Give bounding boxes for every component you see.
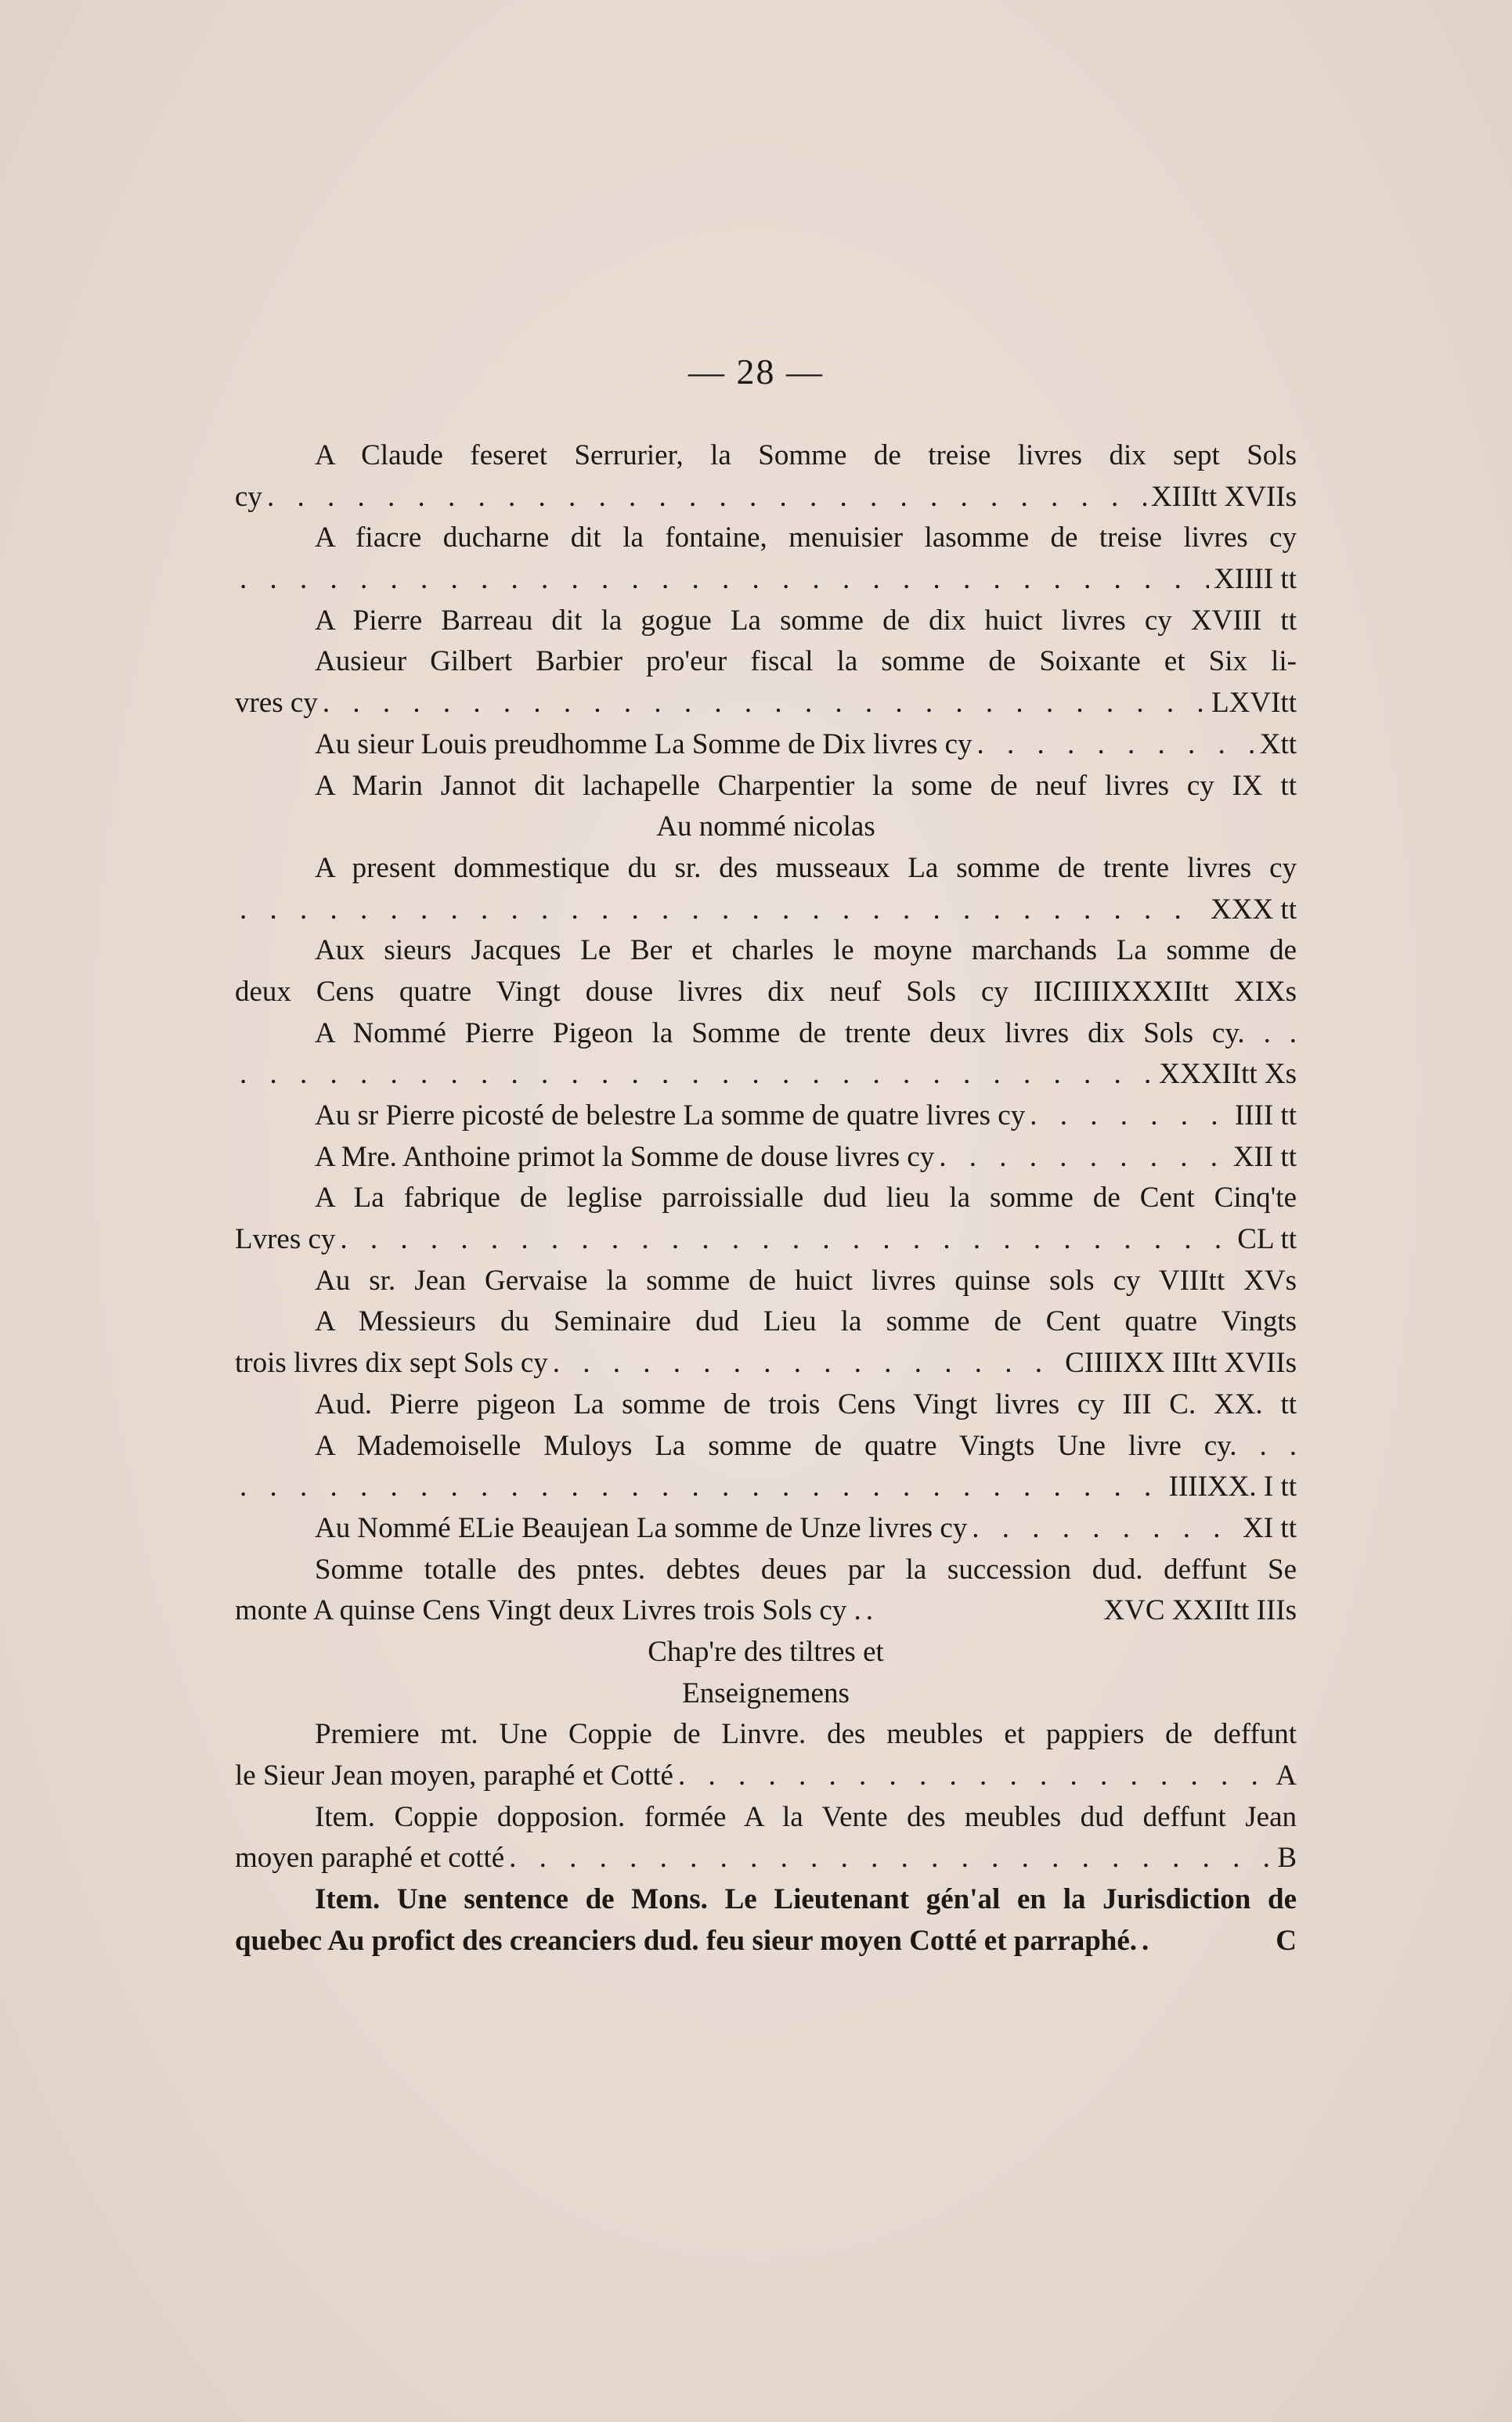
line-amount: XXXIItt Xs xyxy=(1159,1058,1297,1091)
line-text: A Mademoiselle Muloys La somme de quatre Vingts Une livre cy. . . xyxy=(315,1429,1297,1462)
line-text: Chap're des tiltres et xyxy=(648,1635,884,1668)
page-number: — 28 — xyxy=(688,352,824,392)
dot-leader xyxy=(240,1054,1154,1095)
line-text: Aux sieurs Jacques Le Ber et charles le moyne marchands La somme de xyxy=(315,934,1297,967)
text-line xyxy=(235,1590,1297,1632)
dot-leader xyxy=(866,1590,897,1632)
text-line xyxy=(235,1219,1297,1261)
text-line xyxy=(235,1921,1297,1962)
section-heading xyxy=(235,807,1297,848)
section-heading xyxy=(235,1632,1297,1673)
dot-leader xyxy=(509,1838,1272,1879)
line-amount: CL tt xyxy=(1237,1223,1297,1256)
line-text: A Pierre Barreau dit la gogue La somme de dix huict livres cy XVIII tt xyxy=(315,604,1297,637)
text-line xyxy=(235,641,1297,683)
text-line xyxy=(235,601,1297,642)
line-text: Enseignemens xyxy=(682,1677,850,1709)
line-amount: B xyxy=(1277,1842,1297,1875)
dot-leader xyxy=(1142,1921,1173,1962)
line-text: moyen paraphé et cotté xyxy=(235,1842,505,1875)
text-line xyxy=(235,1137,1297,1179)
line-amount: IIII tt xyxy=(1234,1099,1297,1132)
line-text: A Messieurs du Seminaire dud Lieu la somme de Cent quatre Vingts xyxy=(315,1305,1297,1338)
line-text: Item. Coppie dopposion. formée A la Vente des meubles dud deffunt Jean xyxy=(315,1800,1297,1833)
text-line xyxy=(235,890,1297,931)
line-text: Au sr. Jean Gervaise la somme de huict livres quinse sols cy VIIItt XVs xyxy=(315,1264,1297,1297)
line-amount: XIIII tt xyxy=(1214,563,1297,596)
text-line xyxy=(235,1838,1297,1879)
text-line xyxy=(235,930,1297,972)
dot-leader xyxy=(240,559,1209,601)
dot-leader xyxy=(678,1756,1271,1797)
text-line xyxy=(235,1343,1297,1384)
text-line xyxy=(235,766,1297,807)
line-text: A Mre. Anthoine primot la Somme de douse livres cy xyxy=(315,1140,935,1173)
line-text: Lvres cy xyxy=(235,1223,336,1256)
line-text: le Sieur Jean moyen, paraphé et Cotté xyxy=(235,1760,673,1792)
line-text: Aud. Pierre pigeon La somme de trois Cens Vingt livres cy III C. XX. tt xyxy=(315,1388,1297,1420)
text-line xyxy=(235,559,1297,601)
line-amount: A xyxy=(1276,1760,1297,1792)
line-text: Item. Une sentence de Mons. Le Lieutenant gén'al en la Jurisdiction de xyxy=(315,1883,1297,1916)
text-line xyxy=(235,1054,1297,1095)
line-text: monte A quinse Cens Vingt deux Livres trois Sols cy . xyxy=(235,1594,861,1627)
line-text: vres cy xyxy=(235,687,318,720)
dot-leader xyxy=(323,683,1207,724)
text-line xyxy=(235,1013,1297,1055)
text-line xyxy=(235,1714,1297,1756)
line-text: Au sr Pierre picosté de belestre La somme de quatre livres cy xyxy=(315,1099,1026,1132)
dot-leader xyxy=(240,890,1206,931)
text-line xyxy=(235,477,1297,518)
line-amount: LXVItt xyxy=(1211,687,1297,720)
ledger-text xyxy=(235,435,1297,1962)
line-amount: Xtt xyxy=(1259,727,1297,760)
text-line xyxy=(235,1261,1297,1302)
text-line xyxy=(235,1426,1297,1467)
line-amount: XXX tt xyxy=(1211,893,1297,926)
line-text: A fiacre ducharne dit la fontaine, menuisier lasomme de treise livres cy xyxy=(315,522,1297,554)
text-line xyxy=(235,1301,1297,1343)
line-text: trois livres dix sept Sols cy xyxy=(235,1347,548,1380)
line-amount: XIIItt XVIIs xyxy=(1151,480,1297,513)
text-line xyxy=(235,972,1297,1013)
line-amount: CIIIIXX IIItt XVIIs xyxy=(1065,1347,1297,1380)
section-heading xyxy=(235,1673,1297,1715)
line-amount: XVC XXIItt IIIs xyxy=(1103,1594,1297,1627)
text-line xyxy=(235,848,1297,890)
line-amount: XI tt xyxy=(1243,1511,1297,1544)
line-text: deux Cens quatre Vingt douse livres dix neuf Sols cy IICIIIIXXXIItt XIXs xyxy=(235,975,1297,1008)
dot-leader xyxy=(553,1343,1060,1384)
text-line xyxy=(235,1756,1297,1797)
text-line xyxy=(235,724,1297,766)
dot-leader xyxy=(340,1219,1232,1261)
dot-leader xyxy=(240,1467,1164,1508)
line-text: Au sieur Louis preudhomme La Somme de Dix livres cy xyxy=(315,727,973,760)
line-amount: IIIIXX. I tt xyxy=(1168,1471,1297,1503)
text-line xyxy=(235,1384,1297,1426)
line-text: Ausieur Gilbert Barbier pro'eur fiscal la somme de Soixante et Six li- xyxy=(315,645,1297,678)
line-text: Premiere mt. Une Coppie de Linvre. des meubles et pappiers de deffunt xyxy=(315,1718,1297,1751)
line-text: A Claude feseret Serrurier, la Somme de treise livres dix sept Sols xyxy=(315,439,1297,471)
text-line xyxy=(235,518,1297,559)
text-line xyxy=(235,1879,1297,1921)
text-line xyxy=(235,1550,1297,1591)
text-line xyxy=(235,683,1297,724)
dot-leader xyxy=(972,1508,1238,1550)
dot-leader xyxy=(977,724,1255,766)
dot-leader xyxy=(1030,1095,1230,1137)
line-amount: XII tt xyxy=(1232,1140,1297,1173)
text-line xyxy=(235,1178,1297,1219)
line-text: quebec Au profict des creanciers dud. feu sieur moyen Cotté et parraphé. xyxy=(235,1924,1138,1957)
line-text: Somme totalle des pntes. debtes deues par la succession dud. deffunt Se xyxy=(315,1553,1297,1586)
text-line xyxy=(235,1467,1297,1508)
line-text: A La fabrique de leglise parroissialle dud lieu la somme de Cent Cinq'te xyxy=(315,1182,1297,1215)
text-line xyxy=(235,1508,1297,1550)
line-text: cy xyxy=(235,480,262,513)
line-text: A Marin Jannot dit lachapelle Charpentier la some de neuf livres cy IX tt xyxy=(315,769,1297,802)
dot-leader xyxy=(939,1137,1229,1179)
line-amount: C xyxy=(1276,1924,1297,1957)
text-line xyxy=(235,435,1297,477)
text-line xyxy=(235,1797,1297,1839)
dot-leader xyxy=(267,477,1146,518)
line-text: Au nommé nicolas xyxy=(656,810,875,843)
line-text: Au Nommé ELie Beaujean La somme de Unze livres cy xyxy=(315,1511,968,1544)
line-text: A present dommestique du sr. des musseaux La somme de trente livres cy xyxy=(315,851,1297,884)
text-line xyxy=(235,1095,1297,1137)
line-text: A Nommé Pierre Pigeon la Somme de trente deux livres dix Sols cy. . . xyxy=(315,1016,1297,1049)
